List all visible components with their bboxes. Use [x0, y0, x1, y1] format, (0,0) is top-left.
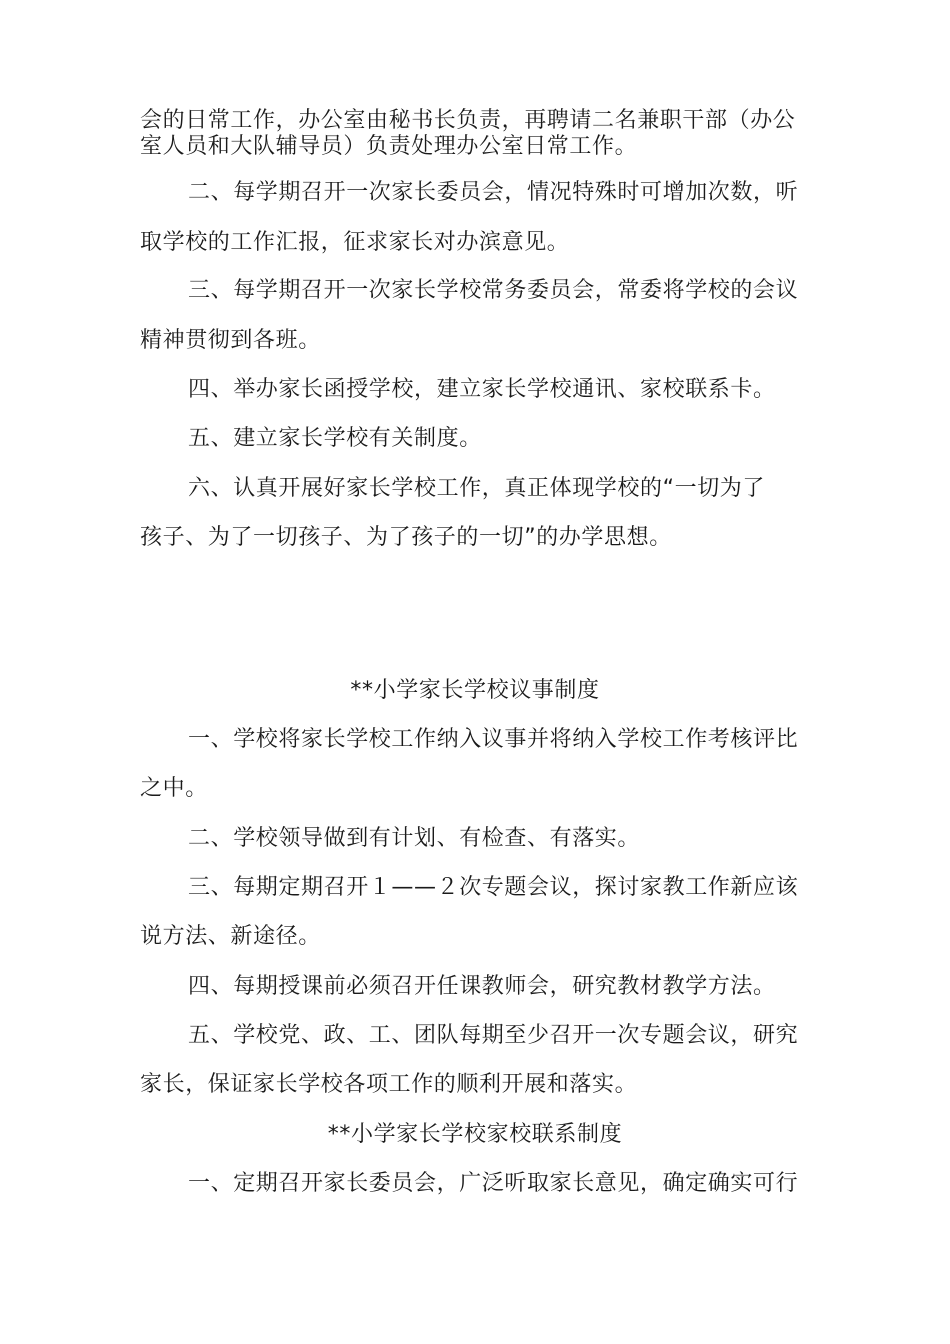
paragraph-line: 四、举办家长函授学校，建立家长学校通讯、家校联系卡。 — [188, 377, 776, 402]
paragraph-line: 一、定期召开家长委员会，广泛听取家长意见，确定确实可行 — [188, 1171, 799, 1196]
paragraph-line: 说方法、新途径。 — [140, 924, 321, 949]
paragraph-line: 取学校的工作汇报，征求家长对办滨意见。 — [140, 230, 570, 255]
paragraph-line: 精神贯彻到各班。 — [140, 328, 321, 353]
section-title: **小学家长学校家校联系制度 — [327, 1122, 623, 1147]
paragraph-line: 六、认真开展好家长学校工作，真正体现学校的“一切为了 — [188, 476, 765, 501]
section-title: **小学家长学校议事制度 — [350, 678, 600, 703]
paragraph-line: 五、学校党、政、工、团队每期至少召开一次专题会议，研究 — [188, 1023, 799, 1048]
paragraph-line: 五、建立家长学校有关制度。 — [188, 426, 482, 451]
paragraph-line: 一、学校将家长学校工作纳入议事并将纳入学校工作考核评比 — [188, 727, 799, 752]
paragraph-line: 之中。 — [140, 776, 208, 801]
paragraph-line: 二、学校领导做到有计划、有检查、有落实。 — [188, 826, 641, 851]
paragraph-line: 会的日常工作，办公室由秘书长负责，再聘请二名兼职干部（办公 — [140, 108, 796, 133]
paragraph-line: 孩子、为了一切孩子、为了孩子的一切”的办学思想。 — [140, 525, 672, 550]
paragraph-line: 室人员和大队辅导员）负责处理办公室日常工作。 — [140, 134, 638, 159]
paragraph-line: 二、每学期召开一次家长委员会，情况特殊时可增加次数，听 — [188, 180, 799, 205]
paragraph-line: 四、每期授课前必须召开任课教师会，研究教材教学方法。 — [188, 974, 776, 999]
paragraph-line: 三、每学期召开一次家长学校常务委员会，常委将学校的会议 — [188, 278, 799, 303]
paragraph-line: 三、每期定期召开１——２次专题会议，探讨家教工作新应该 — [188, 875, 799, 900]
paragraph-line: 家长，保证家长学校各项工作的顺利开展和落实。 — [140, 1072, 638, 1097]
